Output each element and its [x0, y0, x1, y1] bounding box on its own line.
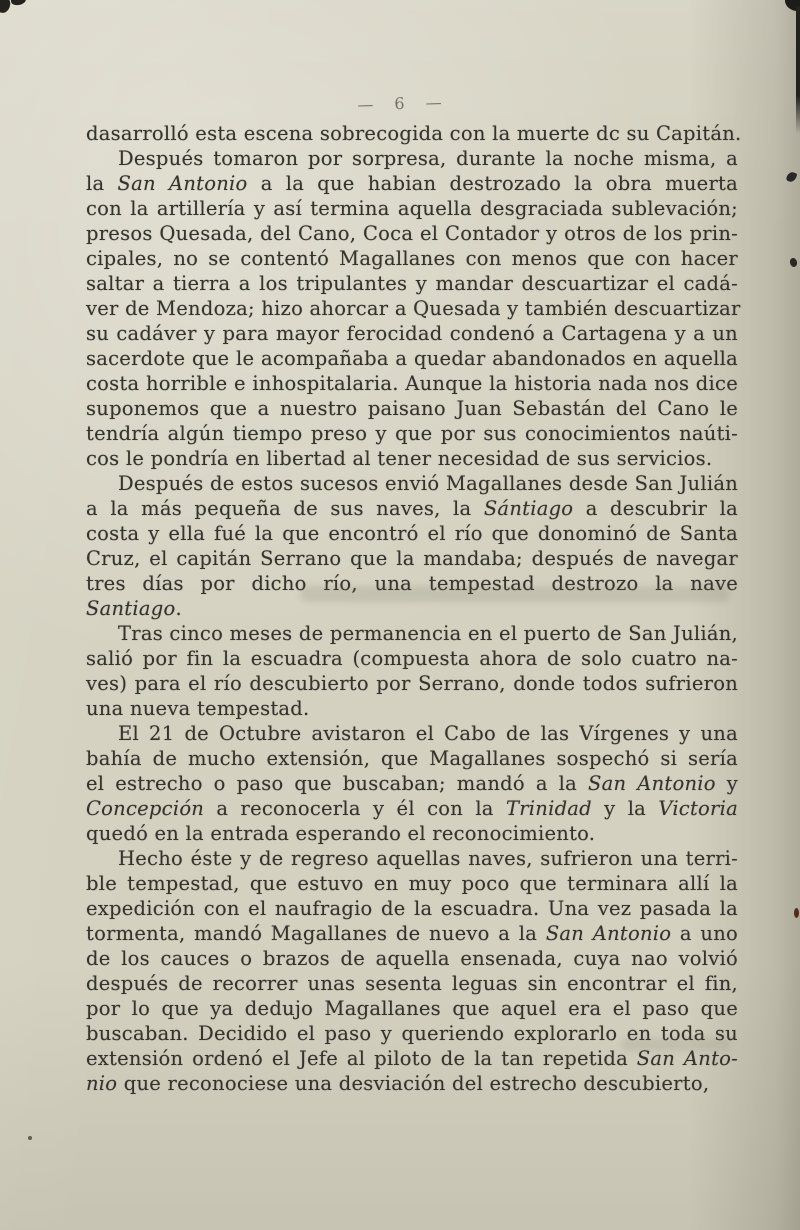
scan-mark-top-left [0, 0, 12, 14]
text-line: cos le pondría en libertad al tener necesidad de sus servicios. [86, 447, 713, 470]
paragraph [86, 621, 738, 721]
scan-edge-line [796, 6, 800, 134]
text-line: después de recorrer unas sesenta leguas sin encontrar el fin, [86, 972, 738, 995]
text-line: presos Quesada, del Cano, Coca el Contador y otros de los prin- [86, 222, 738, 245]
scan-speck-red [794, 908, 799, 918]
text-line: buscaban. Decidido el paso y queriendo explorarlo en toda su [86, 1022, 738, 1045]
text-line: el estrecho o paso que buscaban; mandó a la San Antonio y [86, 772, 738, 795]
text-line: tormenta, mandó Magallanes de nuevo a la San Antonio a uno [86, 922, 738, 945]
paragraph [86, 146, 741, 471]
text-line: Santiago. [86, 597, 182, 620]
text-line: bahía de mucho extensión, que Magallanes sospechó si sería [86, 747, 738, 770]
text-line: salió por fin la escuadra (compuesta ahora de solo cuatro na- [86, 647, 738, 670]
page-text [86, 121, 742, 1096]
text-line: a la más pequeña de sus naves, la Sántiago a descubrir la [86, 497, 738, 520]
text-line: tendría algún tiempo preso y que por sus conocimientos naúti- [86, 422, 738, 445]
paragraph [86, 121, 742, 146]
scan-speck-right-2 [789, 257, 798, 268]
text-line: por lo que ya dedujo Magallanes que aquel era el paso que [86, 997, 738, 1020]
scan-mark-top-left-2 [10, 0, 26, 6]
text-line: nio que reconociese una desviación del estrecho descubierto, [86, 1072, 710, 1095]
text-line: saltar a tierra a los tripulantes y mandar descuartizar el cadá- [86, 272, 738, 295]
scan-speck-bottom-left [28, 1136, 32, 1140]
text-line: Después tomaron por sorpresa, durante la noche misma, a [118, 147, 738, 170]
page-number: — 6 — [357, 92, 443, 115]
text-line: costa horrible e inhospitalaria. Aunque la historia nada nos dice [86, 372, 738, 395]
text-line: sacerdote que le acompañaba a quedar abandonados en aquella [86, 347, 738, 370]
text-line: expedición con el naufragio de la escuadra. Una vez pasada la [86, 897, 738, 920]
text-line: quedó en la entrada esperando el reconocimiento. [86, 822, 596, 845]
paragraph [86, 846, 738, 1096]
text-line: cipales, no se contentó Magallanes con menos que con hacer [86, 247, 738, 270]
ink-bleed-ghost [300, 586, 730, 602]
text-line: su cadáver y para mayor ferocidad condenó a Cartagena y a un [86, 322, 738, 345]
text-line: ves) para el río descubierto por Serrano, donde todos sufrieron [86, 672, 738, 695]
text-line: tres días por dicho río, una tempestad destrozo la nave [86, 572, 738, 595]
text-line: El 21 de Octubre avistaron el Cabo de las Vírgenes y una [118, 722, 738, 745]
text-line: Después de estos sucesos envió Magallanes desde San Julián [118, 472, 738, 495]
text-line: una nueva tempestad. [86, 697, 310, 720]
text-line: ver de Mendoza; hizo ahorcar a Quesada y también descuartizar [86, 297, 741, 320]
text-line: de los cauces o brazos de aquella ensenada, cuya nao volvió [86, 947, 738, 970]
text-line: Concepción a reconocerla y él con la Trinidad y la Victoria [86, 797, 738, 820]
text-line: suponemos que a nuestro paisano Juan Sebastán del Cano le [86, 397, 738, 420]
paragraph [86, 721, 738, 846]
text-line: Cruz, el capitán Serrano que la mandaba; después de navegar [86, 547, 738, 570]
text-line: extensión ordenó el Jefe al piloto de la tan repetida San Anto- [86, 1047, 738, 1070]
text-line: con la artillería y así termina aquella desgraciada sublevación; [86, 197, 738, 220]
text-line: costa y ella fué la que encontró el río que donominó de Santa [86, 522, 738, 545]
text-line: ble tempestad, que estuvo en muy poco que terminara allí la [86, 872, 738, 895]
text-line: la San Antonio a la que habian destrozado la obra muerta [86, 172, 739, 195]
scan-speck-right-1 [786, 171, 798, 183]
ink-bleed-ghost [622, 1038, 730, 1051]
text-line: Tras cinco meses de permanencia en el puerto de San Julián, [118, 622, 738, 645]
text-line: Hecho éste y de regreso aquellas naves, sufrieron una terri- [118, 847, 738, 870]
text-line: dasarrolló esta escena sobrecogida con la muerte dc su Capitán. [86, 122, 742, 145]
